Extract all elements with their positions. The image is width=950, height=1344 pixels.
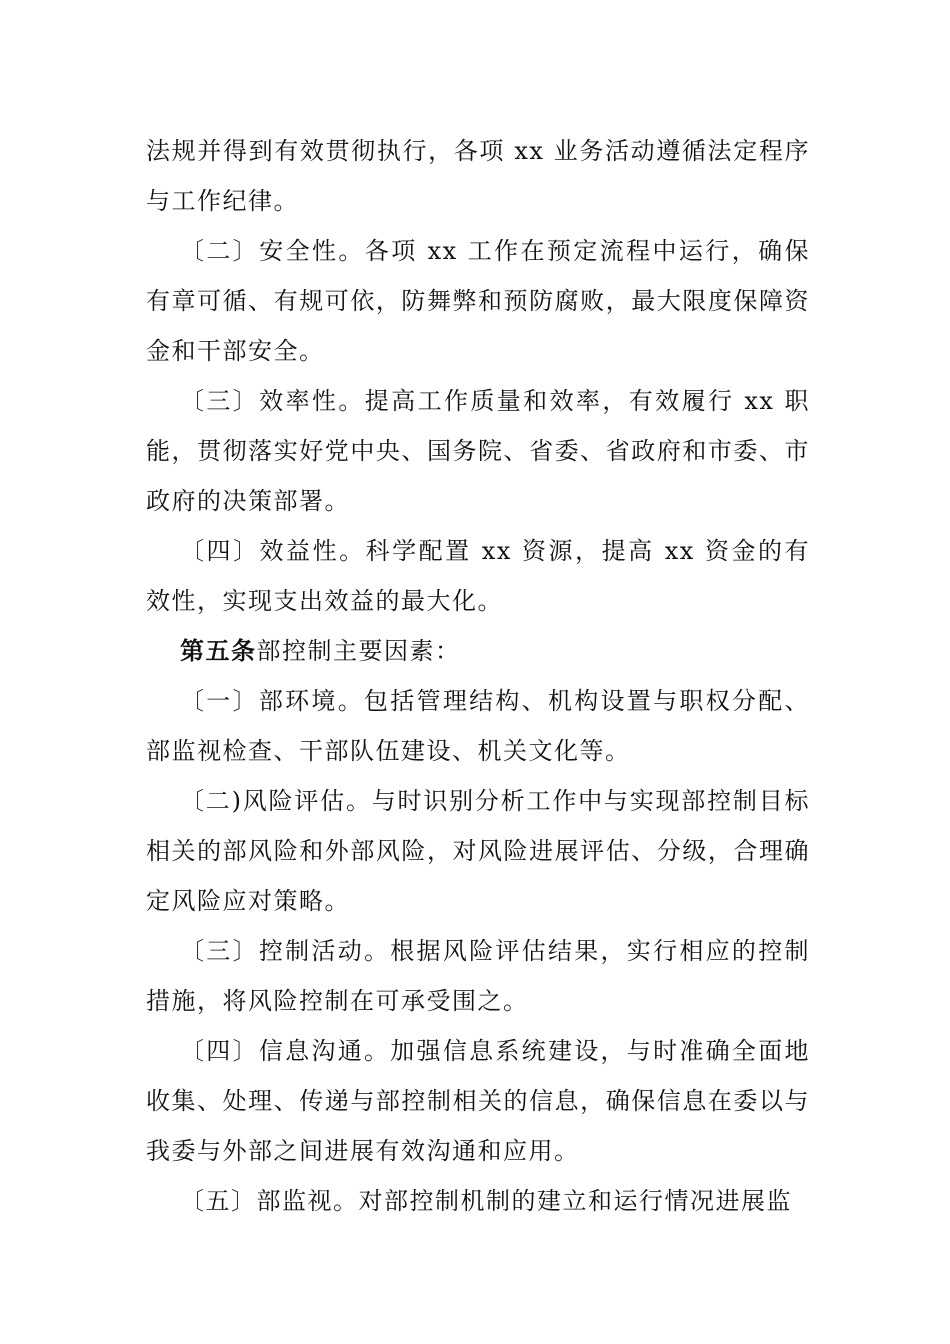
item-control-activities: 〔三〕控制活动。根据风险评估结果，实行相应的控制措施，将风险控制在可承受围之。 [146,937,810,1015]
item-environment: 〔一〕部环境。包括管理结构、机构设置与职权分配、部监视检查、干部队伍建设、机关文化等。 [146,687,810,765]
article-five [146,626,810,676]
item-information-communication: 〔四〕信息沟通。加强信息系统建设，与时准确全面地收集、处理、传递与部控制相关的信息，确保信息在委以与我委与外部之间进展有效沟通和应用。 [146,1037,810,1165]
article-five-heading: 第五条 [180,636,257,665]
document-body [146,126,810,1226]
paragraph-continuation: 法规并得到有效贯彻执行，各项 xx 业务活动遵循法定程序与工作纪律。 [146,137,810,215]
paragraph-effectiveness: 〔四〕效益性。科学配置 xx 资源，提高 xx 资金的有效性，实现支出效益的最大化。 [146,537,810,615]
paragraph-security: 〔二〕安全性。各项 xx 工作在预定流程中运行，确保有章可循、有规可依，防舞弊和预防腐败，最大限度保障资金和干部安全。 [146,237,810,365]
paragraph-efficiency: 〔三〕效率性。提高工作质量和效率，有效履行 xx 职能，贯彻落实好党中央、国务院、省委、省政府和市委、市政府的决策部署。 [146,387,810,515]
item-risk-assessment: 〔二)风险评估。与时识别分析工作中与实现部控制目标相关的部风险和外部风险，对风险进展评估、分级，合理确定风险应对策略。 [146,787,810,915]
item-monitoring: 〔五〕部监视。对部控制机制的建立和运行情况进展监 [180,1187,792,1215]
article-five-text: 部控制主要因素： [256,637,461,665]
